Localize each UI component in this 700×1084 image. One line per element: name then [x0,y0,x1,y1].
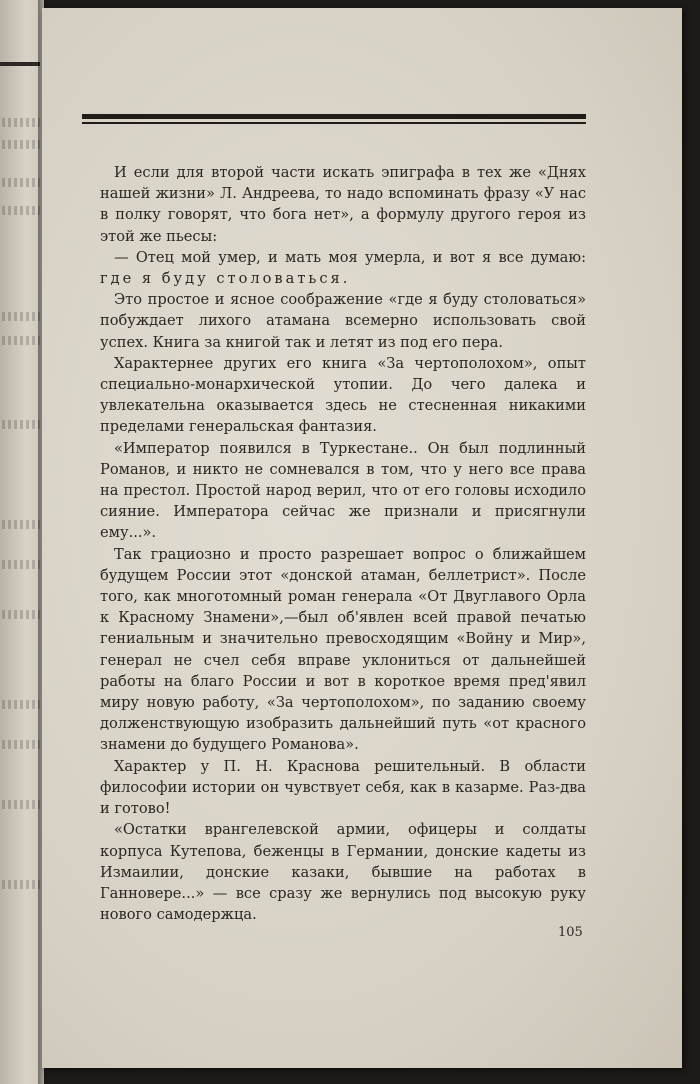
left-page-text-fragment [2,140,40,149]
left-page-text-fragment [2,520,40,529]
left-page-text-fragment [2,206,40,215]
paragraph [100,247,586,289]
left-page-text-fragment [2,700,40,709]
paragraph: Так грациозно и просто разрешает вопрос о ближайшем будущем России этот «донской атаман, беллетрист». После того, как многотомный роман генерала «От Двуглавого Орла к Красному Знамени»,—был об'явлен всей правой печатью гениальным и значительно превосходящим «Войну и Мир», генерал не счел себя вправе уклониться от дальнейшей работы на благо России и вот в короткое время пред'явил миру новую работу, «За чертополохом», по заданию своему долженствующую изобразить дальнейший путь «от красного знамени до будущего Романова». [100,545,586,754]
left-page-text-fragment [2,312,40,321]
paragraph: Это простое и ясное соображение «где я буду столоваться» побуждает лихого атамана всемерно использовать свой успех. Книга за книгой так и летят из под его пера. [100,291,586,351]
paragraph: Характернее других его книга «За чертополохом», опыт специально-монархической утопии. До чего далека и увлекательна оказывается здесь не стесненная никакими пределами генеральская фантазия. [100,354,586,436]
header-rule [82,114,586,124]
left-page-text-fragment [2,178,40,187]
left-page-text-fragment [2,118,40,127]
left-page-text-fragment [2,610,40,619]
left-page-text-fragment [2,560,40,569]
left-page-text-fragment [2,336,40,345]
left-page-rule [0,62,40,66]
paragraph: «Остатки врангелевской армии, офицеры и солдаты корпуса Кутепова, беженцы в Германии, донские кадеты из Измаилии, донские казаки, бывшие на работах в Ганновере...» — все сразу же вернулись под высокую руку нового самодержца. [100,821,586,924]
book-page [42,8,682,1068]
paragraph: «Император появился в Туркестане.. Он был подлинный Романов, и никто не сомневался в том, что у него все права на престол. Простой народ верил, что от его головы исходило сияние. Императора сейчас же признали и присягнули ему...». [100,439,586,542]
paragraph: Характер у П. Н. Краснова решительный. В области философии истории он чувствует себя, как в казарме. Раз-два и готово! [100,757,586,818]
left-page-text-fragment [2,880,40,889]
paragraph-text: — Отец мой умер, и мать моя умерла, и вот я все думаю: [114,248,586,266]
spaced-phrase: где я буду столоваться. [100,270,351,288]
left-page-text-fragment [2,420,40,429]
left-page-text-fragment [2,740,40,749]
left-page-text-fragment [2,800,40,809]
paragraph: И если для второй части искать эпиграфа в тех же «Днях нашей жизни» Л. Андреева, то надо вспоминать фразу «У нас в полку говорят, что бога нет», а формулу другого героя из этой же пьесы: [100,164,586,245]
page-number: 105 [558,925,583,940]
body-text [100,162,586,925]
